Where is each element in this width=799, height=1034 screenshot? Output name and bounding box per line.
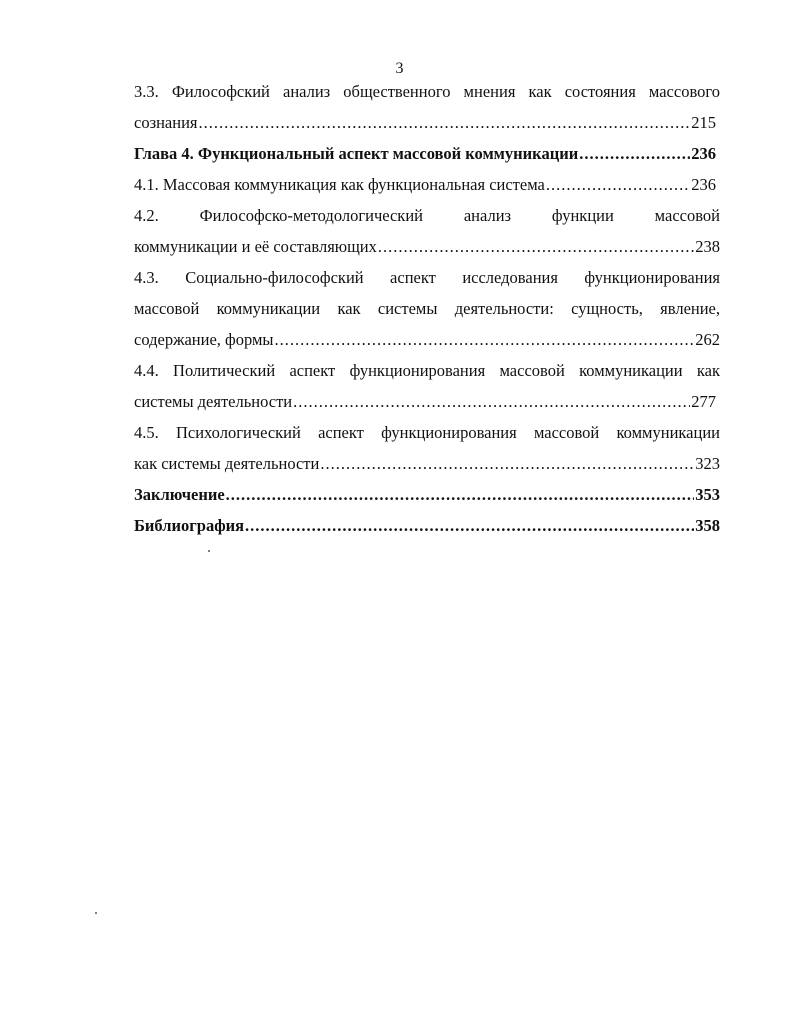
dot-leader bbox=[546, 169, 690, 200]
scan-speck bbox=[208, 550, 210, 552]
dot-leader bbox=[378, 231, 694, 262]
dot-leader bbox=[579, 138, 690, 169]
toc-entry-last-line bbox=[134, 324, 720, 355]
toc-entry-page: 215 bbox=[691, 113, 716, 132]
toc-entry-title: Библиография bbox=[134, 516, 245, 535]
toc-entry-page: 236 bbox=[691, 175, 716, 194]
toc-entry-text-line: 4.5. Психологический аспект функционирования массовой коммуникации bbox=[134, 423, 720, 442]
toc-entry-title: как системы деятельности bbox=[134, 454, 320, 473]
toc-entry-last-line bbox=[134, 386, 720, 417]
toc-entry-title: Заключение bbox=[134, 485, 225, 504]
dot-leader bbox=[275, 324, 695, 355]
toc-entry-4-4 bbox=[134, 355, 720, 417]
toc-entry-last-line bbox=[134, 138, 720, 169]
toc-entry-title: 4.1. Массовая коммуникация как функциональная система bbox=[134, 175, 545, 194]
toc-entry-page: 238 bbox=[695, 237, 720, 256]
toc-entry-text-line: массовой коммуникации как системы деятельности: сущность, явление, bbox=[134, 299, 720, 318]
dot-leader bbox=[320, 448, 694, 479]
toc-entry-text-line: 4.2. Философско-методологический анализ функции массовой bbox=[134, 206, 720, 225]
page-number: 3 bbox=[395, 60, 404, 77]
toc-conclusion bbox=[134, 479, 720, 510]
toc-entry-title: Глава 4. Функциональный аспект массовой коммуникации bbox=[134, 144, 579, 163]
dot-leader bbox=[293, 386, 690, 417]
toc-entry-page: 262 bbox=[695, 330, 720, 349]
dot-leader bbox=[199, 107, 691, 138]
scan-speck bbox=[95, 912, 97, 914]
toc-entry-title: коммуникации и её составляющих bbox=[134, 237, 377, 256]
toc-entry-title: системы деятельности bbox=[134, 392, 293, 411]
toc-entry-3-3 bbox=[134, 76, 720, 138]
toc-entry-last-line bbox=[134, 231, 720, 262]
toc-entry-text-line: 4.3. Социально-философский аспект исследования функционирования bbox=[134, 268, 720, 287]
dot-leader bbox=[245, 510, 694, 541]
toc-entry-4-1 bbox=[134, 169, 720, 200]
toc-entry-4-5 bbox=[134, 417, 720, 479]
table-of-contents bbox=[134, 76, 720, 541]
toc-entry-text-line: 4.4. Политический аспект функционирования массовой коммуникации как bbox=[134, 361, 720, 380]
toc-entry-4-3 bbox=[134, 262, 720, 355]
toc-entry-text-line: 3.3. Философский анализ общественного мнения как состояния массового bbox=[134, 82, 720, 101]
toc-entry-page: 277 bbox=[691, 392, 716, 411]
toc-entry-last-line bbox=[134, 448, 720, 479]
toc-entry-page: 358 bbox=[695, 516, 720, 535]
toc-entry-4-2 bbox=[134, 200, 720, 262]
toc-entry-last-line bbox=[134, 107, 720, 138]
toc-chapter-4 bbox=[134, 138, 720, 169]
toc-entry-page: 353 bbox=[695, 485, 720, 504]
toc-entry-last-line bbox=[134, 169, 720, 200]
toc-entry-page: 323 bbox=[695, 454, 720, 473]
toc-bibliography bbox=[134, 510, 720, 541]
toc-entry-last-line bbox=[134, 479, 720, 510]
toc-entry-last-line bbox=[134, 510, 720, 541]
dot-leader bbox=[226, 479, 695, 510]
toc-entry-page: 236 bbox=[691, 144, 716, 163]
toc-entry-title: содержание, формы bbox=[134, 330, 274, 349]
toc-entry-title: сознания bbox=[134, 113, 198, 132]
